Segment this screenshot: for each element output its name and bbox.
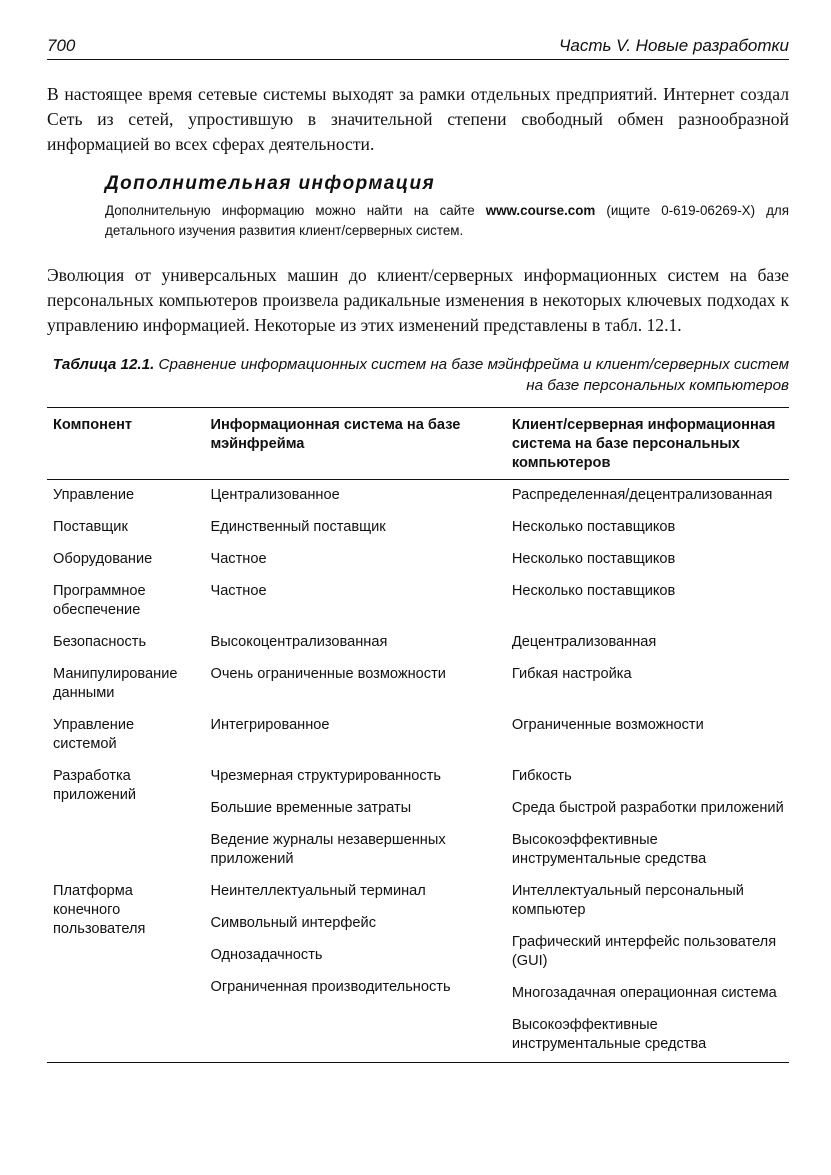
cell-client-server-line: Высокоэффективные инструментальные средства: [511, 832, 707, 867]
cell-mainframe: [204, 710, 505, 761]
cell-client-server-line: Многозадачная операционная система: [511, 985, 777, 1001]
cell-client-server-line: Гибкая настройка: [511, 666, 632, 682]
cell-client-server: [506, 659, 789, 710]
cell-client-server-line: Несколько поставщиков: [511, 583, 676, 599]
table-body: [47, 480, 789, 1063]
cell-client-server: [506, 710, 789, 761]
cell-mainframe-line: Ограниченная производительность: [210, 979, 451, 995]
table-caption-label: Таблица 12.1.: [52, 356, 155, 373]
cell-client-server-line: Распределенная/децентрализованная: [511, 487, 773, 503]
cell-mainframe: [204, 627, 505, 659]
sidebar-text: [105, 201, 789, 241]
table-row: [47, 710, 789, 761]
table-row: [47, 876, 789, 1062]
cell-component: Платформа конечного пользователя: [53, 883, 146, 937]
table-row: [47, 761, 789, 876]
cell-component: Оборудование: [53, 551, 153, 567]
table-header-row: [47, 408, 789, 480]
cell-client-server: [506, 627, 789, 659]
table-row: [47, 576, 789, 627]
intro-paragraph: В настоящее время сетевые системы выходят за рамки отдельных предприятий. Интернет создал Сеть из сетей, упростившую в значительной степени свободный обмен разнообразной информацией во всех сферах деятельности.: [47, 84, 789, 154]
cell-client-server-line: Гибкость: [511, 768, 572, 784]
cell-component: Управление: [53, 487, 135, 503]
cell-component: Разработка приложений: [53, 768, 137, 803]
cell-client-server-line: Высокоэффективные инструментальные средства: [511, 1017, 707, 1052]
cell-client-server: [506, 576, 789, 627]
comparison-table: [47, 407, 789, 1062]
running-title: Часть V. Новые разработки: [558, 36, 789, 55]
cell-mainframe-line: Символьный интерфейс: [210, 915, 376, 931]
cell-mainframe: [204, 876, 505, 1062]
sidebar-heading: Дополнительная информация: [105, 173, 436, 194]
cell-component: Поставщик: [53, 519, 128, 535]
cell-mainframe-line: Ведение журналы незавершенных приложений: [210, 832, 446, 867]
table-row: [47, 512, 789, 544]
cell-client-server-line: Несколько поставщиков: [511, 519, 676, 535]
cell-mainframe-line: Единственный поставщик: [210, 519, 386, 535]
cell-client-server: [506, 544, 789, 576]
cell-client-server: [506, 761, 789, 876]
cell-mainframe: [204, 576, 505, 627]
cell-client-server-line: Децентрализованная: [511, 634, 657, 650]
sidebar-text-after: (ищите 0-619-06269-X) для детального изучения развития клиент/серверных систем.: [105, 203, 789, 238]
cell-mainframe-line: Очень ограниченные возможности: [210, 666, 446, 682]
table-row: [47, 627, 789, 659]
cell-client-server-line: Интеллектуальный персональный компьютер: [511, 883, 744, 918]
cell-mainframe-line: Частное: [210, 551, 267, 567]
page-number: 700: [47, 36, 76, 55]
cell-mainframe-line: Централизованное: [210, 487, 340, 503]
column-header-mainframe: Информационная система на базе мэйнфрейма: [210, 417, 461, 452]
running-header: [47, 34, 789, 60]
table-row: [47, 480, 789, 513]
cell-component: Управление системой: [53, 717, 135, 752]
evolution-paragraph: Эволюция от универсальных машин до клиент/серверных информационных систем на базе персональных компьютеров произвела радикальные изменения в некоторых ключевых подходах к управлению информацией. Некоторые из этих изменений представлены в табл. 12.1.: [47, 265, 789, 335]
page: [47, 34, 789, 1063]
cell-component: Манипулирование данными: [53, 666, 178, 701]
cell-mainframe-line: Большие временные затраты: [210, 800, 412, 816]
cell-client-server: [506, 480, 789, 513]
table-caption: [47, 354, 789, 396]
cell-mainframe-line: Интегрированное: [210, 717, 330, 733]
cell-client-server-line: Несколько поставщиков: [511, 551, 676, 567]
cell-client-server-line: Ограниченные возможности: [511, 717, 704, 733]
cell-component: Программное обеспечение: [53, 583, 146, 618]
sidebar-url: www.course.com: [485, 203, 596, 218]
cell-client-server-line: Среда быстрой разработки приложений: [511, 800, 784, 816]
cell-mainframe-line: Высокоцентрализованная: [210, 634, 388, 650]
cell-client-server: [506, 876, 789, 1062]
column-header-client-server: Клиент/серверная информационная система на базе персональных компьютеров: [511, 417, 776, 471]
column-header-component: Компонент: [53, 417, 133, 433]
cell-client-server: [506, 512, 789, 544]
cell-mainframe-line: Неинтеллектуальный терминал: [210, 883, 426, 899]
cell-mainframe-line: Однозадачность: [210, 947, 323, 963]
cell-component: Безопасность: [53, 634, 147, 650]
table-row: [47, 659, 789, 710]
cell-mainframe: [204, 659, 505, 710]
cell-mainframe: [204, 544, 505, 576]
cell-mainframe: [204, 480, 505, 513]
cell-mainframe: [204, 761, 505, 876]
cell-mainframe: [204, 512, 505, 544]
cell-mainframe-line: Частное: [210, 583, 267, 599]
table-bottom-rule: [47, 1062, 789, 1063]
table-caption-text: Сравнение информационных систем на базе мэйнфрейма и клиент/серверных систем на базе персональных компьютеров: [154, 356, 789, 394]
cell-mainframe-line: Чрезмерная структурированность: [210, 768, 441, 784]
table-row: [47, 544, 789, 576]
cell-client-server-line: Графический интерфейс пользователя (GUI): [511, 934, 777, 969]
sidebar-text-before: Дополнительную информацию можно найти на сайте: [105, 203, 486, 218]
